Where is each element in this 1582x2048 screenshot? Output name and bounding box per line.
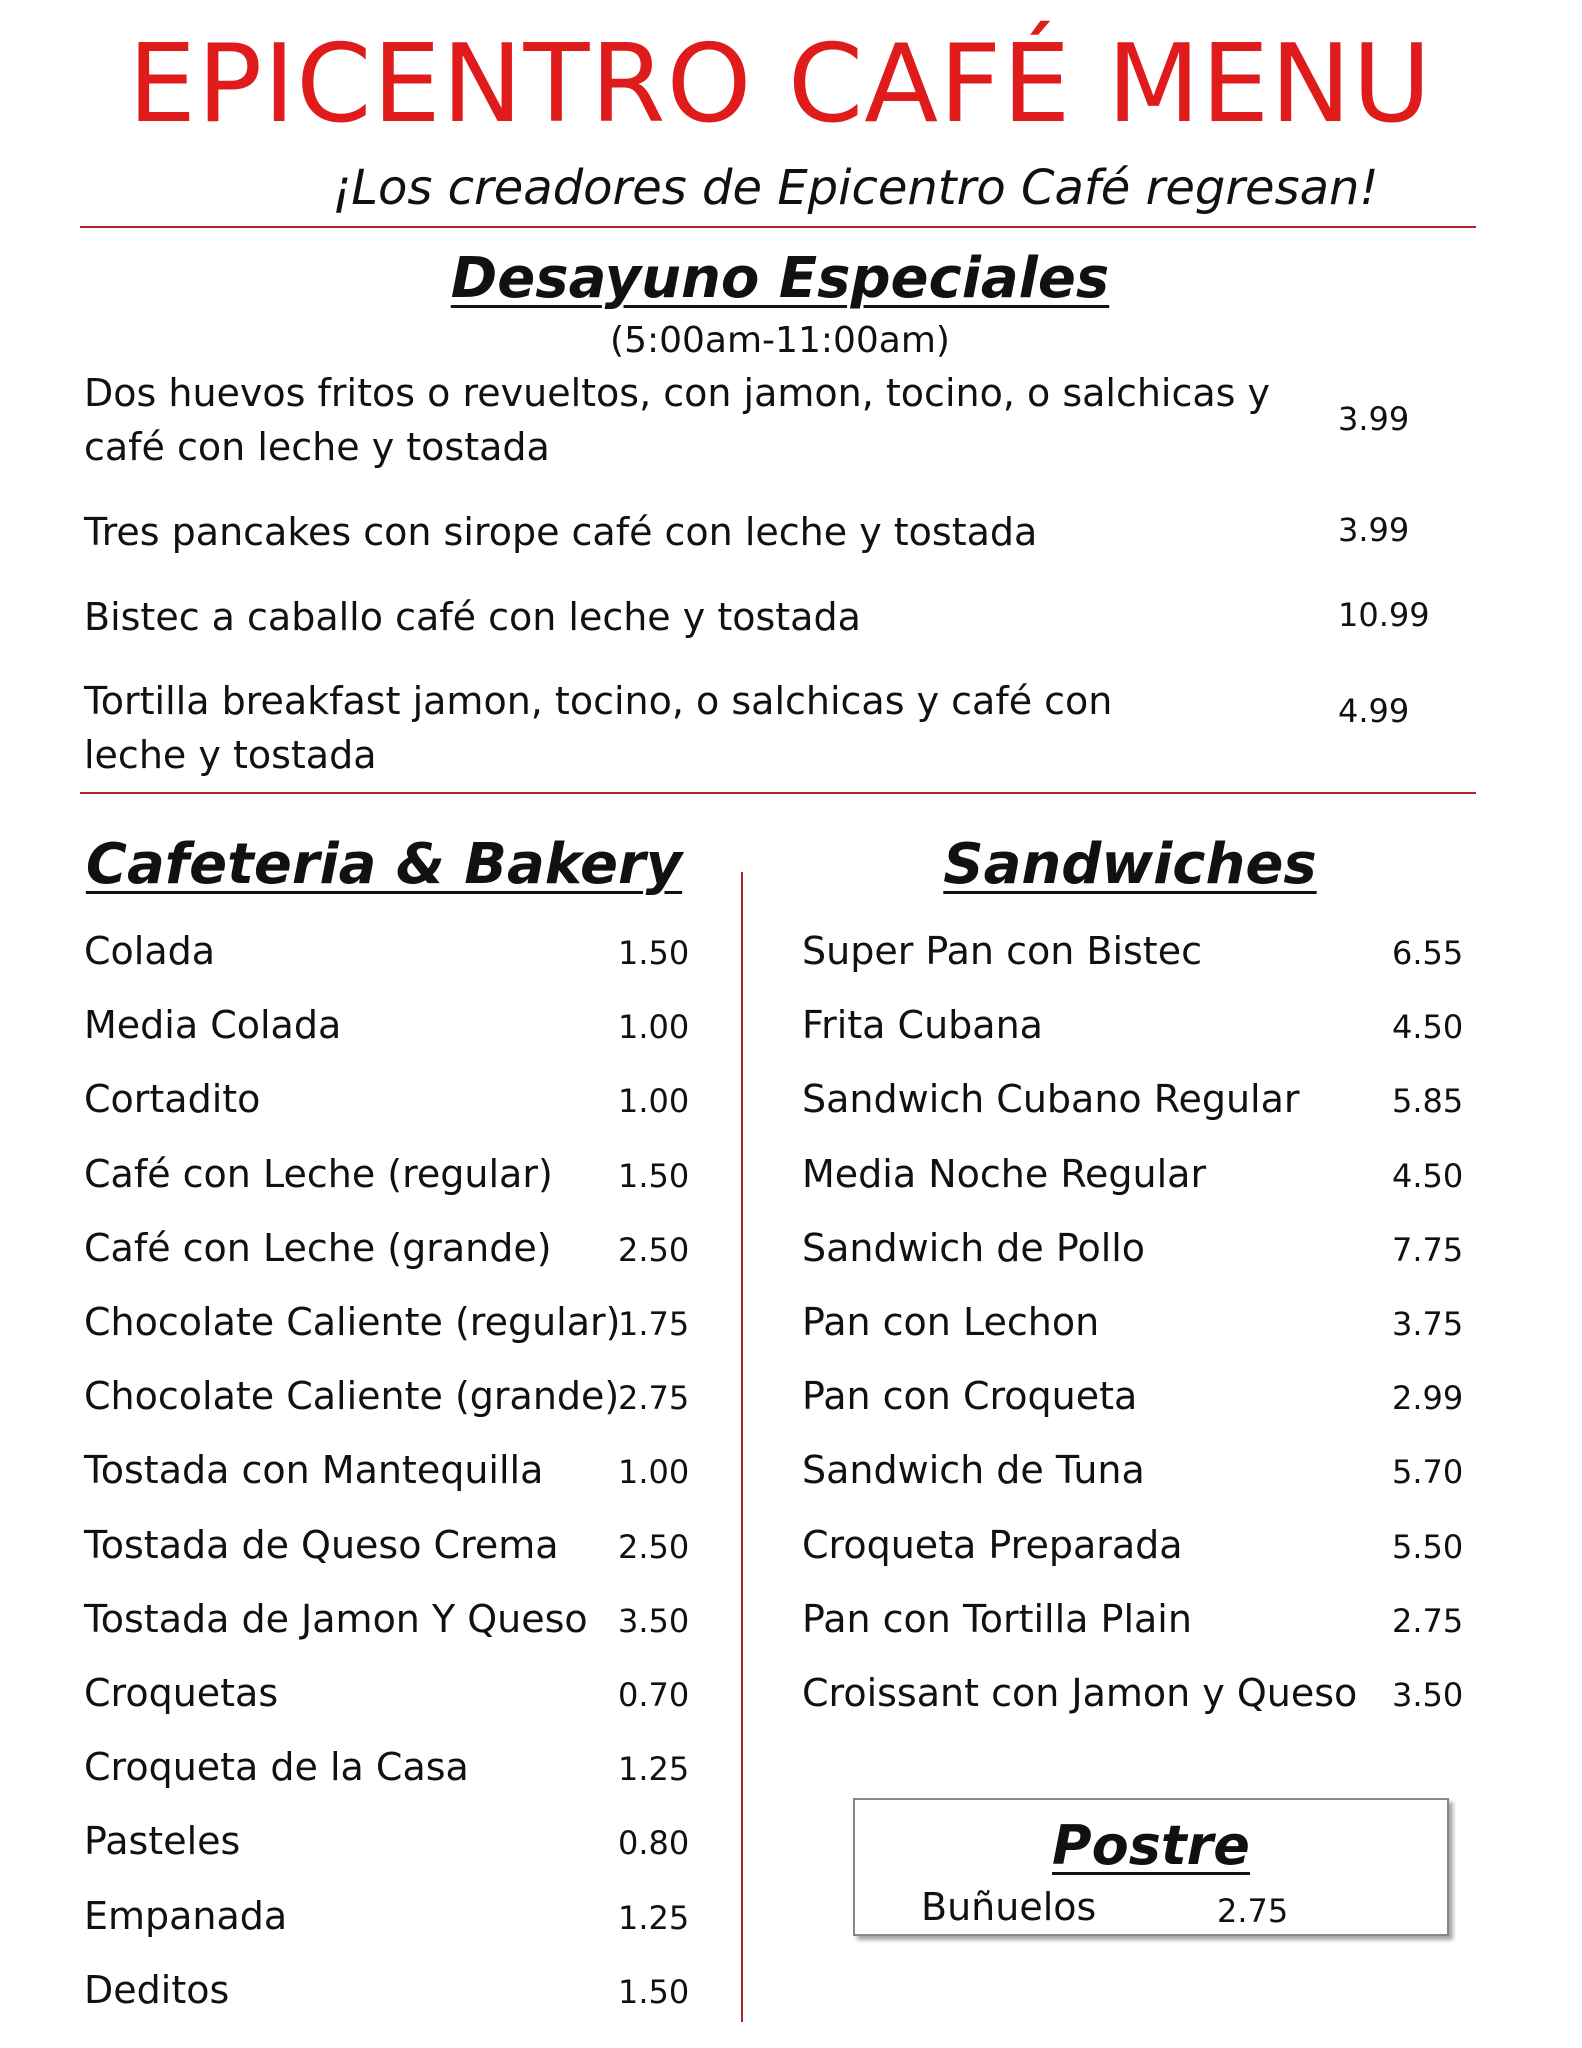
item-price: 2.75 bbox=[618, 1379, 690, 1418]
postre-box bbox=[853, 1798, 1449, 1936]
breakfast-price: 3.99 bbox=[1338, 511, 1410, 549]
item-name: Pan con Lechon bbox=[802, 1300, 1100, 1344]
item-price: 1.50 bbox=[618, 1972, 690, 2011]
item-price: 2.50 bbox=[618, 1527, 690, 1566]
item-price: 1.25 bbox=[618, 1750, 690, 1789]
postre-price: 2.75 bbox=[1217, 1892, 1289, 1930]
item-name: Café con Leche (grande) bbox=[84, 1225, 552, 1270]
item-name: Tostada de Jamon Y Queso bbox=[84, 1596, 588, 1641]
item-price: 0.80 bbox=[618, 1824, 690, 1863]
item-price: 4.50 bbox=[1392, 1008, 1464, 1047]
item-name: Media Colada bbox=[84, 1003, 342, 1048]
breakfast-hours: (5:00am-11:00am) bbox=[610, 320, 950, 361]
breakfast-item: Bistec a caballo café con leche y tostada bbox=[84, 595, 861, 639]
item-name: Pan con Croqueta bbox=[802, 1374, 1138, 1419]
item-price: 1.50 bbox=[618, 1156, 690, 1195]
item-name: Chocolate Caliente (grande) bbox=[84, 1374, 620, 1419]
postre-title: Postre bbox=[1052, 1814, 1250, 1877]
postre-item: Buñuelos bbox=[921, 1885, 1097, 1929]
item-name: Chocolate Caliente (regular) bbox=[84, 1300, 621, 1344]
item-name: Cortadito bbox=[84, 1077, 261, 1122]
item-name: Pasteles bbox=[84, 1819, 241, 1864]
item-price: 1.00 bbox=[618, 1082, 690, 1121]
item-price: 0.70 bbox=[618, 1676, 690, 1714]
column-divider bbox=[741, 872, 743, 2022]
item-price: 4.50 bbox=[1392, 1156, 1464, 1195]
item-price: 2.99 bbox=[1392, 1379, 1464, 1418]
breakfast-item: Tres pancakes con sirope café con leche y tostada bbox=[84, 510, 1038, 554]
breakfast-price: 10.99 bbox=[1338, 596, 1430, 634]
item-name: Croqueta Preparada bbox=[802, 1522, 1183, 1567]
item-name: Croissant con Jamon y Queso bbox=[802, 1671, 1358, 1715]
breakfast-item: Dos huevos fritos o revueltos, con jamon, tocino, o salchicas y café con leche y tostada bbox=[84, 371, 1271, 469]
breakfast-price: 3.99 bbox=[1338, 400, 1410, 438]
item-price: 1.50 bbox=[618, 934, 690, 972]
item-name: Colada bbox=[84, 929, 216, 973]
sandwiches-title: Sandwiches bbox=[943, 832, 1317, 897]
item-price: 1.75 bbox=[618, 1305, 690, 1343]
item-name: Croqueta de la Casa bbox=[84, 1745, 469, 1790]
item-price: 3.50 bbox=[618, 1601, 690, 1640]
item-name: Tostada de Queso Crema bbox=[84, 1522, 559, 1567]
menu-title: EPICENTRO CAFÉ MENU bbox=[127, 22, 1433, 147]
item-name: Frita Cubana bbox=[802, 1003, 1043, 1048]
item-price: 2.75 bbox=[1392, 1601, 1464, 1640]
item-price: 3.75 bbox=[1392, 1305, 1464, 1343]
item-name: Sandwich de Tuna bbox=[802, 1448, 1145, 1493]
item-name: Sandwich Cubano Regular bbox=[802, 1077, 1300, 1122]
item-price: 1.25 bbox=[618, 1898, 690, 1937]
item-name: Café con Leche (regular) bbox=[84, 1151, 553, 1196]
item-price: 1.00 bbox=[618, 1453, 690, 1492]
item-price: 5.50 bbox=[1392, 1527, 1464, 1566]
item-name: Tostada con Mantequilla bbox=[84, 1448, 544, 1493]
item-price: 1.00 bbox=[618, 1008, 690, 1047]
breakfast-price: 4.99 bbox=[1338, 692, 1410, 730]
cafeteria-title: Cafeteria & Bakery bbox=[85, 832, 683, 897]
item-name: Sandwich de Pollo bbox=[802, 1225, 1146, 1270]
item-price: 2.50 bbox=[618, 1230, 690, 1269]
item-name: Croquetas bbox=[84, 1671, 279, 1715]
menu-subtitle: ¡Los creadores de Epicentro Café regresan! bbox=[332, 160, 1379, 216]
breakfast-title: Desayuno Especiales bbox=[450, 246, 1110, 311]
item-price: 5.70 bbox=[1392, 1453, 1464, 1492]
item-name: Deditos bbox=[84, 1967, 230, 2012]
breakfast-item: Tortilla breakfast jamon, tocino, o salchicas y café con leche y tostada bbox=[84, 679, 1113, 777]
item-name: Media Noche Regular bbox=[802, 1151, 1207, 1196]
item-price: 3.50 bbox=[1392, 1676, 1464, 1714]
item-name: Pan con Tortilla Plain bbox=[802, 1596, 1192, 1641]
item-name: Super Pan con Bistec bbox=[802, 929, 1202, 973]
item-price: 6.55 bbox=[1392, 934, 1464, 972]
top-divider bbox=[80, 226, 1476, 228]
middle-divider bbox=[80, 792, 1476, 794]
item-price: 7.75 bbox=[1392, 1230, 1464, 1269]
item-price: 5.85 bbox=[1392, 1082, 1464, 1121]
item-name: Empanada bbox=[84, 1893, 288, 1938]
